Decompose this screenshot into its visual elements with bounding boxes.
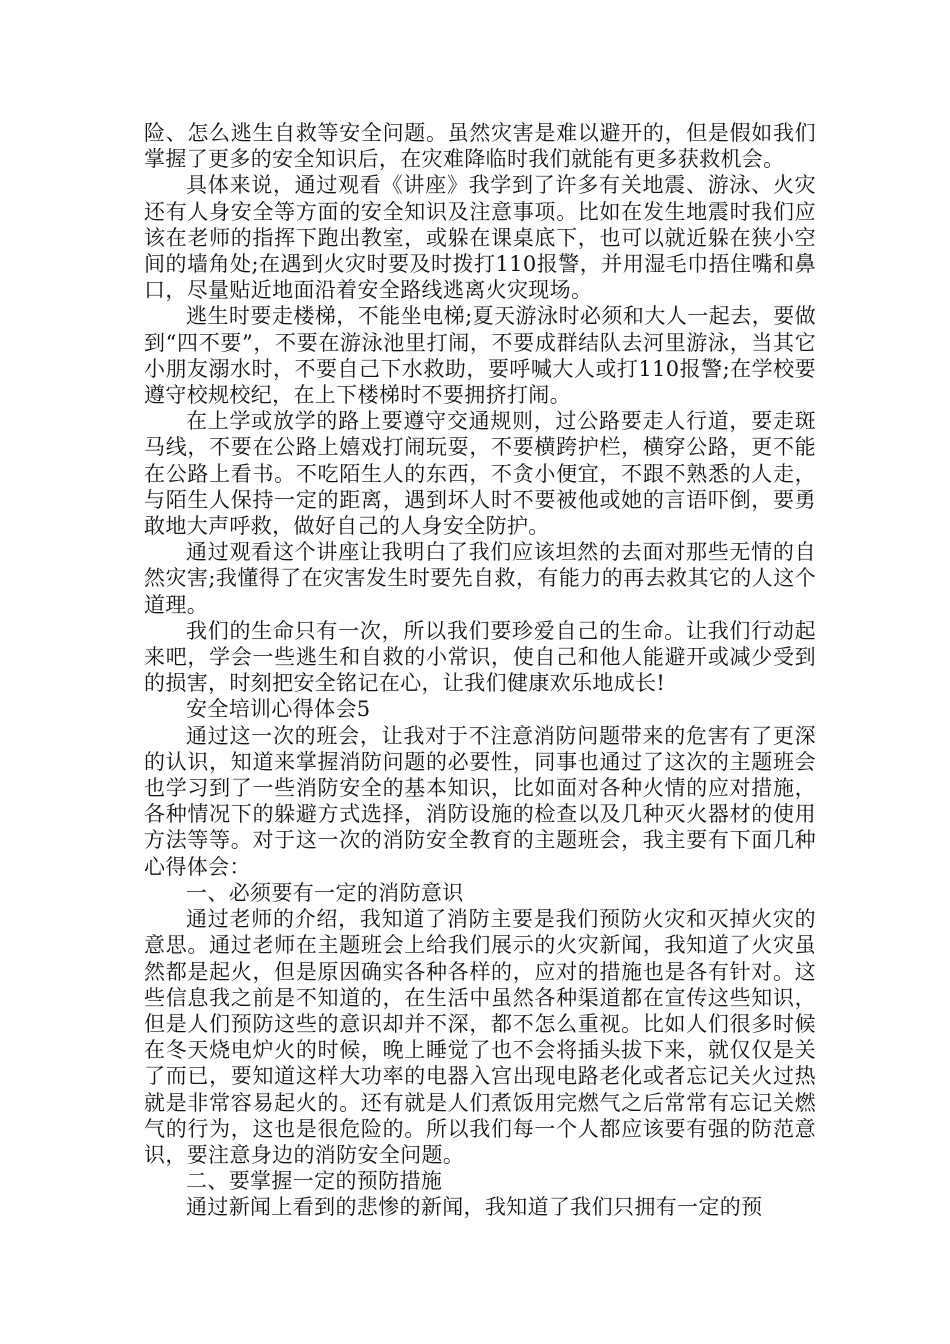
- paragraph-intro-continuation: 险、怎么逃生自救等安全问题。虽然灾害是难以避开的，但是假如我们掌握了更多的安全知识后，在灾难降临时我们就能有更多获救机会。: [144, 121, 816, 172]
- paragraph-lecture-reflection: 通过观看这个讲座让我明白了我们应该坦然的去面对那些无情的自然灾害;我懂得了在灾害发生时要先自救，有能力的再去救其它的人这个道理。: [144, 540, 816, 617]
- subheading-prevention-measures: 二、要掌握一定的预防措施: [186, 1169, 443, 1194]
- paragraph-fire-awareness: 通过老师的介绍，我知道了消防主要是我们预防火灾和灭掉火灾的意思。通过老师在主题班会上给我们展示的火灾新闻，我知道了火灾虽然都是起火，但是原因确实各种各样的，应对的措施也是各有针对。这些信息我之前是不知道的，在生活中虽然各种渠道都在宣传这些知识，但是人们预防这些的意识却并不深，都不怎么重视。比如人们很多时候在冬天烧电炉火的时候，晚上睡觉了也不会将插头拔下来，就仅仅是关了而已，要知道这样大功率的电器入宫出现电路老化或者忘记关火过热就是非常容易起火的。还有就是人们煮饭用完燃气之后常常有忘记关燃气的行为，这也是很危险的。所以我们每一个人都应该要有强的防范意识，要注意身边的消防安全问题。: [144, 907, 816, 1167]
- paragraph-escape-swimming: 逃生时要走楼梯，不能坐电梯;夏天游泳时必须和大人一起去，要做到“四不要”，不要在游泳池里打闹，不要成群结队去河里游泳，当其它小朋友溺水时，不要自己下水救助，要呼喊大人或打110报警;在学校要遵守校规校纪，在上下楼梯时不要拥挤打闹。: [144, 304, 816, 408]
- paragraph-cherish-life: 我们的生命只有一次，所以我们要珍爱自己的生命。让我们行动起来吧，学会一些逃生和自救的小常识，使自己和他人能避开或减少受到的损害，时刻把安全铭记在心，让我们健康欢乐地成长!: [144, 618, 816, 696]
- subheading-fire-awareness: 一、必须要有一定的消防意识: [186, 880, 464, 905]
- paragraph-traffic-safety: 在上学或放学的路上要遵守交通规则，过公路要走人行道，要走斑马线，不要在公路上嬉戏打闹玩耍，不要横跨护栏，横穿公路，更不能在公路上看书。不吃陌生人的东西，不贪小便宜，不跟不熟悉的人走，与陌生人保持一定的距离，遇到坏人时不要被他或她的言语吓倒，要勇敢地大声呼救，做好自己的人身安全防护。: [144, 409, 816, 539]
- paragraph-class-meeting: 通过这一次的班会，让我对于不注意消防问题带来的危害有了更深的认识，知道来掌握消防问题的必要性，同事也通过了这次的主题班会也学习到了一些消防安全的基本知识，比如面对各种火情的应对措施，各种情况下的躲避方式选择，消防设施的检查以及几种灭火器材的使用方法等等。对于这一次的消防安全教育的主题班会，我主要有下面几种心得体会：: [144, 723, 816, 879]
- paragraph-prevention-measures: 通过新闻上看到的悲惨的新闻，我知道了我们只拥有一定的预: [186, 1195, 763, 1220]
- paragraph-lecture-details: 具体来说，通过观看《讲座》我学到了许多有关地震、游泳、火灾还有人身安全等方面的安全知识及注意事项。比如在发生地震时我们应该在老师的指挥下跑出教室，或躲在课桌底下，也可以就近躲在狭小空间的墙角处;在遇到火灾时要及时拨打110报警，并用湿毛巾捂住嘴和鼻口，尽量贴近地面沿着安全路线逃离火灾现场。: [144, 173, 816, 303]
- section-heading-experience-5: 安全培训心得体会5: [186, 697, 371, 722]
- document-page: [144, 120, 816, 1221]
